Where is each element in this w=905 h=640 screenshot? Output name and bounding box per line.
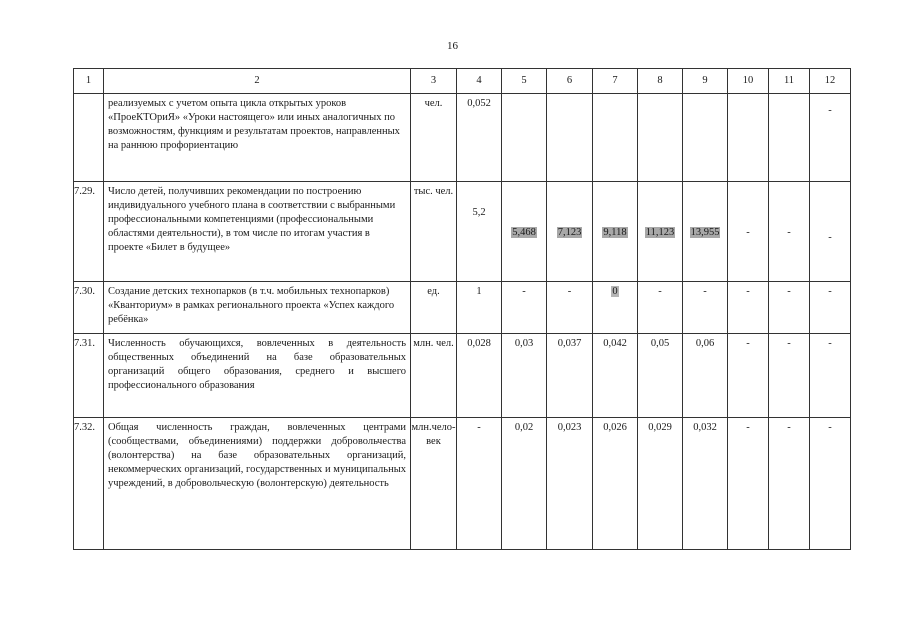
row-number: 7.32. [74, 418, 104, 550]
header-cell: 5 [502, 69, 547, 94]
highlighted-value: 9,118 [603, 227, 627, 238]
highlighted-value: 11,123 [645, 227, 675, 238]
row-description: Создание детских технопарков (в т.ч. мобильных технопарков) «Кванториум» в рамках регионального проекта «Успех каждого ребёнка» [104, 282, 411, 334]
value-cell: 0,037 [547, 334, 593, 418]
value-cell: 0,05 [638, 334, 683, 418]
value-cell: - [683, 282, 728, 334]
row-description: Число детей, получивших рекомендации по построению индивидуального учебного плана в соответствии с выбранными профессиональными компетенциями (профессиональными областями деятельности), в том числе по итогам участия в проекте «Билет в будущее» [104, 182, 411, 282]
value-cell [683, 94, 728, 182]
value-cell [593, 282, 638, 334]
value-cell: 0,023 [547, 418, 593, 550]
highlighted-value: 7,123 [557, 227, 582, 238]
row-description: Общая численность граждан, вовлеченных центрами (сообществами, объединениями) поддержки добровольчества (волонтерства) на базе образовательных организаций, некоммерческих организаций, государственных и муниципальных учреждений, в добровольческую (волонтерскую) деятельность [104, 418, 411, 550]
value-cell: 0,052 [457, 94, 502, 182]
row-unit: ед. [411, 282, 457, 334]
value-cell [547, 94, 593, 182]
highlighted-value: 5,468 [512, 227, 536, 238]
highlighted-value: 13,955 [690, 227, 720, 238]
table-row [74, 418, 851, 550]
row-unit: чел. [411, 94, 457, 182]
row-unit: млн.чело-век [411, 418, 457, 550]
value-cell: 0,029 [638, 418, 683, 550]
highlighted-value: 0 [612, 286, 618, 297]
row-description: Численность обучающихся, вовлеченных в деятельность общественных объединений на базе образовательных организаций общего образования, среднего и высшего профессионального образования [104, 334, 411, 418]
header-cell: 1 [74, 69, 104, 94]
value-cell [769, 94, 810, 182]
indicators-table [73, 68, 851, 550]
value-cell: - [810, 94, 851, 182]
header-row [74, 69, 851, 94]
row-number: 7.31. [74, 334, 104, 418]
header-cell: 11 [769, 69, 810, 94]
value-cell: 0,026 [593, 418, 638, 550]
value-cell [728, 94, 769, 182]
value-cell [502, 94, 547, 182]
value-cell [638, 182, 683, 282]
row-description: реализуемых с учетом опыта цикла открытых уроков «ПроеКТОриЯ» «Уроки настоящего» или иных аналогичных по возможностям, функциям и результатам проектов, направленных на раннюю профориентацию [104, 94, 411, 182]
value-cell: - [457, 418, 502, 550]
value-cell: 0,042 [593, 334, 638, 418]
table-row [74, 282, 851, 334]
value-cell [593, 94, 638, 182]
table-row [74, 182, 851, 282]
value-cell [683, 182, 728, 282]
value-cell: 0,02 [502, 418, 547, 550]
value-cell: - [728, 334, 769, 418]
row-number: 7.30. [74, 282, 104, 334]
header-cell: 12 [810, 69, 851, 94]
value-cell: - [810, 282, 851, 334]
value-cell: - [728, 182, 769, 282]
header-cell: 7 [593, 69, 638, 94]
value-cell [593, 182, 638, 282]
value-cell [502, 182, 547, 282]
value-cell: - [769, 182, 810, 282]
row-unit: тыс. чел. [411, 182, 457, 282]
value-cell [547, 182, 593, 282]
value-cell: 5,2 [457, 182, 502, 282]
value-cell: - [769, 418, 810, 550]
value-cell: - [638, 282, 683, 334]
header-cell: 10 [728, 69, 769, 94]
header-cell: 8 [638, 69, 683, 94]
value-cell: 0,028 [457, 334, 502, 418]
value-cell: 0,032 [683, 418, 728, 550]
value-cell: - [769, 282, 810, 334]
row-unit: млн. чел. [411, 334, 457, 418]
value-cell: - [810, 334, 851, 418]
value-cell [638, 94, 683, 182]
header-cell: 2 [104, 69, 411, 94]
value-cell: - [502, 282, 547, 334]
value-cell: - [769, 334, 810, 418]
value-cell: 0,03 [502, 334, 547, 418]
value-cell: - [547, 282, 593, 334]
row-number: 7.29. [74, 182, 104, 282]
value-cell: 1 [457, 282, 502, 334]
page-number: 16 [447, 40, 458, 52]
header-cell: 9 [683, 69, 728, 94]
table-row [74, 334, 851, 418]
value-cell: - [728, 282, 769, 334]
value-cell: - [810, 418, 851, 550]
row-number [74, 94, 104, 182]
value-cell: - [810, 182, 851, 282]
value-cell: - [728, 418, 769, 550]
value-cell: 0,06 [683, 334, 728, 418]
header-cell: 6 [547, 69, 593, 94]
header-cell: 3 [411, 69, 457, 94]
table-row [74, 94, 851, 182]
header-cell: 4 [457, 69, 502, 94]
